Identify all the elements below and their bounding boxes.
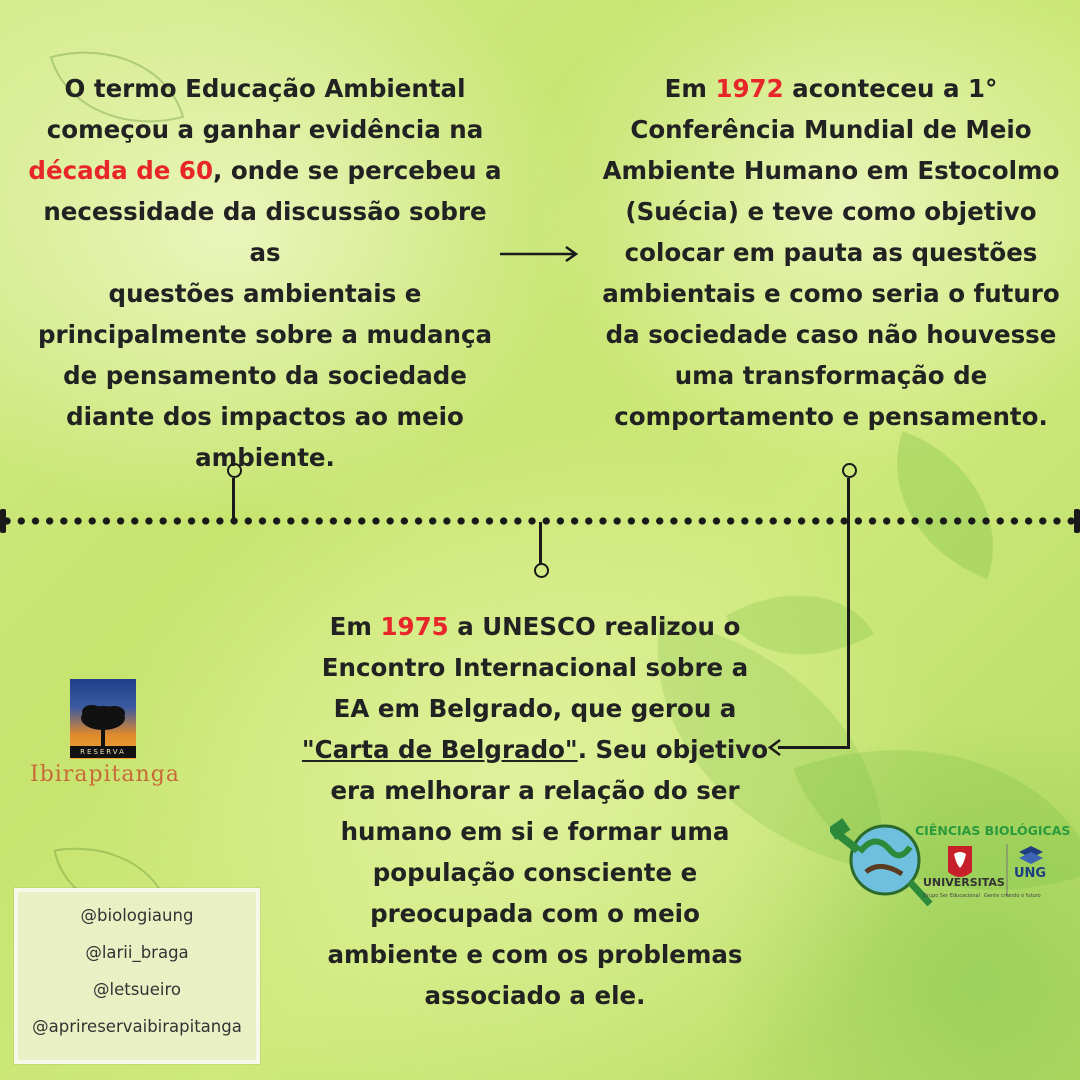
text-line: necessidade da discussão sobre as — [43, 197, 487, 267]
text-line: diante dos impactos ao meio — [66, 402, 464, 431]
universitas-subtitle: Grupo Ser Educacional — [923, 893, 980, 899]
social-handle: @biologiaung — [80, 906, 194, 925]
ung-name: UNG — [1014, 866, 1047, 881]
text-line: de pensamento da sociedade — [63, 361, 467, 390]
arrow-right-icon — [498, 244, 582, 264]
timeline-right-cap — [1074, 509, 1080, 533]
arrow-left-icon — [766, 738, 786, 758]
reserve-name: Ibirapitanga — [30, 762, 180, 787]
social-handles-box — [14, 888, 260, 1064]
text-span: a UNESCO realizou o — [448, 612, 741, 641]
text-span: , onde se percebeu a — [213, 156, 502, 185]
timeline-marker-stem — [232, 478, 235, 518]
leaf-decoration — [865, 431, 1025, 579]
text-line — [300, 729, 770, 770]
text-block-1975 — [300, 606, 770, 1016]
reserve-band-label: RESERVA — [70, 746, 136, 758]
text-span: Em — [329, 612, 381, 641]
timeline-marker-stem — [539, 522, 542, 564]
text-line: ambiente e com os problemas — [327, 940, 743, 969]
timeline-marker-circle — [842, 463, 857, 478]
text-line — [300, 606, 770, 647]
text-line: população consciente e — [372, 858, 698, 887]
connector-line — [847, 478, 850, 748]
text-line: ambientais e como seria o futuro — [602, 279, 1060, 308]
text-line: era melhorar a relação do ser — [330, 776, 740, 805]
social-handle: @aprireservaibirapitanga — [32, 1017, 242, 1036]
highlight-text: 1975 — [380, 612, 449, 641]
connector-line — [778, 746, 850, 749]
text-line: Encontro Internacional sobre a — [321, 653, 749, 682]
text-line: da sociedade caso não houvesse — [605, 320, 1057, 349]
text-line: preocupada com o meio — [370, 899, 700, 928]
ung-logo-icon — [1018, 845, 1044, 865]
text-line: questões ambientais e — [108, 279, 422, 308]
text-line: Conferência Mundial de Meio — [630, 115, 1032, 144]
highlight-text: década de 60 — [28, 156, 214, 185]
text-line: uma transformação de — [674, 361, 988, 390]
course-title: CIÊNCIAS BIOLÓGICAS — [915, 823, 1071, 838]
text-line: principalmente sobre a mudança — [37, 320, 493, 349]
text-block-1972 — [600, 68, 1062, 437]
universitas-name: UNIVERSITAS — [923, 876, 1005, 889]
text-line — [25, 150, 505, 191]
text-line: EA em Belgrado, que gerou a — [333, 694, 737, 723]
tree-icon — [78, 700, 128, 748]
highlight-text: 1972 — [715, 74, 784, 103]
text-line: O termo Educação Ambiental — [64, 74, 466, 103]
timeline-marker-circle — [227, 463, 242, 478]
text-span: . Seu objetivo — [577, 735, 769, 764]
text-line: comportamento e pensamento. — [614, 402, 1048, 431]
social-handle: @larii_braga — [85, 943, 189, 962]
text-line: começou a ganhar evidência na — [46, 115, 484, 144]
timeline-marker-circle — [534, 563, 549, 578]
text-line — [600, 68, 1062, 109]
text-line: associado a ele. — [424, 981, 646, 1010]
text-span: aconteceu a 1° — [783, 74, 998, 103]
social-handle: @letsueiro — [92, 980, 181, 999]
ung-subtitle: Gente criando o futuro — [984, 893, 1041, 899]
text-line: colocar em pauta as questões — [624, 238, 1038, 267]
timeline-left-cap — [0, 509, 6, 533]
text-line: Ambiente Humano em Estocolmo — [602, 156, 1060, 185]
text-line: (Suécia) e teve como objetivo — [625, 197, 1037, 226]
text-line: ambiente. — [195, 443, 335, 472]
text-line: humano em si e formar uma — [340, 817, 730, 846]
text-span: Em — [664, 74, 716, 103]
text-block-decada-60 — [25, 68, 505, 478]
underlined-text: "Carta de Belgrado" — [301, 735, 578, 764]
